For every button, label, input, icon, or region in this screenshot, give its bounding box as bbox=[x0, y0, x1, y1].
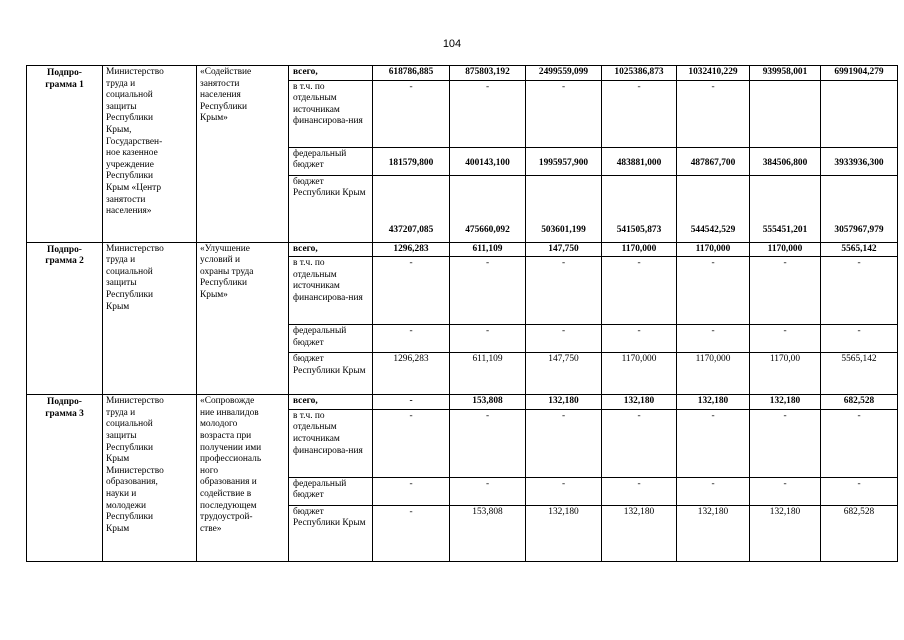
funding-value bbox=[821, 80, 898, 147]
funding-value: 1032410,229 bbox=[677, 66, 750, 81]
funding-value: - bbox=[373, 80, 450, 147]
funding-value: 132,180 bbox=[526, 395, 602, 410]
funding-source: в т.ч. по отдельным источникам финансирова-ния bbox=[289, 257, 373, 325]
funding-value: 132,180 bbox=[750, 395, 821, 410]
funding-value: 1296,283 bbox=[373, 242, 450, 257]
funding-value: - bbox=[602, 80, 677, 147]
funding-value: 503601,199 bbox=[526, 175, 602, 242]
funding-source: всего, bbox=[289, 242, 373, 257]
funding-value: - bbox=[821, 409, 898, 477]
funding-value: - bbox=[373, 477, 450, 505]
funding-value: 6991904,279 bbox=[821, 66, 898, 81]
funding-value: - bbox=[526, 325, 602, 353]
funding-value: - bbox=[450, 257, 526, 325]
funding-source: в т.ч. по отдельным источникам финансирова-ния bbox=[289, 409, 373, 477]
funding-value: 5565,142 bbox=[821, 242, 898, 257]
funding-value: - bbox=[602, 257, 677, 325]
funding-value: 487867,700 bbox=[677, 147, 750, 175]
subprogram-name: «Улучшение условий и охраны труда Республики Крым» bbox=[197, 242, 289, 395]
responsible-executor: Министерство труда и социальной защиты Республики Крым Министерство образования, науки и молодежи Республики Крым bbox=[103, 395, 197, 562]
table-row bbox=[27, 242, 898, 257]
subprogram-name: «Содействие занятости населения Республики Крым» bbox=[197, 66, 289, 243]
funding-value: 1170,000 bbox=[602, 242, 677, 257]
funding-value: 682,528 bbox=[821, 505, 898, 561]
funding-value: 400143,100 bbox=[450, 147, 526, 175]
funding-value: - bbox=[677, 257, 750, 325]
funding-value: - bbox=[373, 409, 450, 477]
funding-value: 132,180 bbox=[677, 395, 750, 410]
funding-source: всего, bbox=[289, 395, 373, 410]
funding-source: федеральный бюджет bbox=[289, 325, 373, 353]
funding-value: 611,109 bbox=[450, 353, 526, 395]
responsible-executor: Министерство труда и социальной защиты Республики Крым bbox=[103, 242, 197, 395]
funding-value: 682,528 bbox=[821, 395, 898, 410]
funding-table bbox=[26, 65, 898, 562]
funding-source: бюджет Республики Крым bbox=[289, 505, 373, 561]
funding-value: - bbox=[750, 409, 821, 477]
funding-value: 939958,001 bbox=[750, 66, 821, 81]
table-row bbox=[27, 66, 898, 81]
funding-value: - bbox=[526, 257, 602, 325]
funding-value: 483881,000 bbox=[602, 147, 677, 175]
funding-value: - bbox=[450, 80, 526, 147]
funding-value: - bbox=[677, 80, 750, 147]
funding-source: бюджет Республики Крым bbox=[289, 175, 373, 242]
funding-value: 153,808 bbox=[450, 505, 526, 561]
funding-value: 3057967,979 bbox=[821, 175, 898, 242]
funding-value: - bbox=[677, 325, 750, 353]
funding-value: - bbox=[602, 409, 677, 477]
funding-source: всего, bbox=[289, 66, 373, 81]
funding-value: 1025386,873 bbox=[602, 66, 677, 81]
subprogram-label: Подпро- грамма 1 bbox=[27, 66, 103, 243]
funding-value: 1296,283 bbox=[373, 353, 450, 395]
funding-value: - bbox=[526, 477, 602, 505]
funding-value: - bbox=[602, 477, 677, 505]
funding-value: 147,750 bbox=[526, 242, 602, 257]
funding-value: 132,180 bbox=[602, 395, 677, 410]
funding-value: - bbox=[373, 505, 450, 561]
page-number: 104 bbox=[442, 38, 462, 50]
funding-value: 181579,800 bbox=[373, 147, 450, 175]
funding-value: 541505,873 bbox=[602, 175, 677, 242]
funding-table-body bbox=[27, 66, 898, 562]
funding-value: - bbox=[450, 325, 526, 353]
funding-value: - bbox=[750, 325, 821, 353]
funding-value: 1170,00 bbox=[750, 353, 821, 395]
funding-value: 544542,529 bbox=[677, 175, 750, 242]
funding-value: - bbox=[373, 257, 450, 325]
funding-value: - bbox=[821, 477, 898, 505]
responsible-executor: Министерство труда и социальной защиты Республики Крым, Государствен- ное казенное учреждение Республики Крым «Центр занятости населения» bbox=[103, 66, 197, 243]
funding-value: 132,180 bbox=[750, 505, 821, 561]
funding-value: 132,180 bbox=[677, 505, 750, 561]
funding-value: 2499559,099 bbox=[526, 66, 602, 81]
funding-value: - bbox=[677, 477, 750, 505]
funding-value: - bbox=[373, 325, 450, 353]
funding-value: 132,180 bbox=[526, 505, 602, 561]
funding-source: в т.ч. по отдельным источникам финансирова-ния bbox=[289, 80, 373, 147]
funding-value: - bbox=[821, 257, 898, 325]
funding-value: 618786,885 bbox=[373, 66, 450, 81]
funding-value: - bbox=[750, 257, 821, 325]
funding-value: 1170,000 bbox=[602, 353, 677, 395]
funding-value: - bbox=[677, 409, 750, 477]
funding-value: - bbox=[450, 409, 526, 477]
funding-value: 132,180 bbox=[602, 505, 677, 561]
funding-value: - bbox=[750, 477, 821, 505]
funding-value: - bbox=[450, 477, 526, 505]
funding-value: 384506,800 bbox=[750, 147, 821, 175]
funding-value: - bbox=[602, 325, 677, 353]
funding-value: 611,109 bbox=[450, 242, 526, 257]
funding-value: 147,750 bbox=[526, 353, 602, 395]
funding-value: 1170,000 bbox=[677, 242, 750, 257]
funding-value: 437207,085 bbox=[373, 175, 450, 242]
funding-value: - bbox=[821, 325, 898, 353]
funding-value: 3933936,300 bbox=[821, 147, 898, 175]
funding-value: 5565,142 bbox=[821, 353, 898, 395]
subprogram-label: Подпро- грамма 3 bbox=[27, 395, 103, 562]
funding-value: 475660,092 bbox=[450, 175, 526, 242]
funding-value bbox=[750, 80, 821, 147]
table-row bbox=[27, 395, 898, 410]
funding-value: - bbox=[526, 409, 602, 477]
funding-value: 153,808 bbox=[450, 395, 526, 410]
subprogram-name: «Сопровожде ние инвалидов молодого возраста при получении ими профессиональ ного образования и содействие в последующем трудоустрой- стве» bbox=[197, 395, 289, 562]
funding-value: 1995957,900 bbox=[526, 147, 602, 175]
funding-source: федеральный бюджет bbox=[289, 477, 373, 505]
funding-source: бюджет Республики Крым bbox=[289, 353, 373, 395]
funding-value: 875803,192 bbox=[450, 66, 526, 81]
funding-value: 555451,201 bbox=[750, 175, 821, 242]
funding-value: 1170,000 bbox=[750, 242, 821, 257]
funding-value: - bbox=[526, 80, 602, 147]
funding-source: федеральный бюджет bbox=[289, 147, 373, 175]
funding-value: - bbox=[373, 395, 450, 410]
subprogram-label: Подпро- грамма 2 bbox=[27, 242, 103, 395]
funding-value: 1170,000 bbox=[677, 353, 750, 395]
